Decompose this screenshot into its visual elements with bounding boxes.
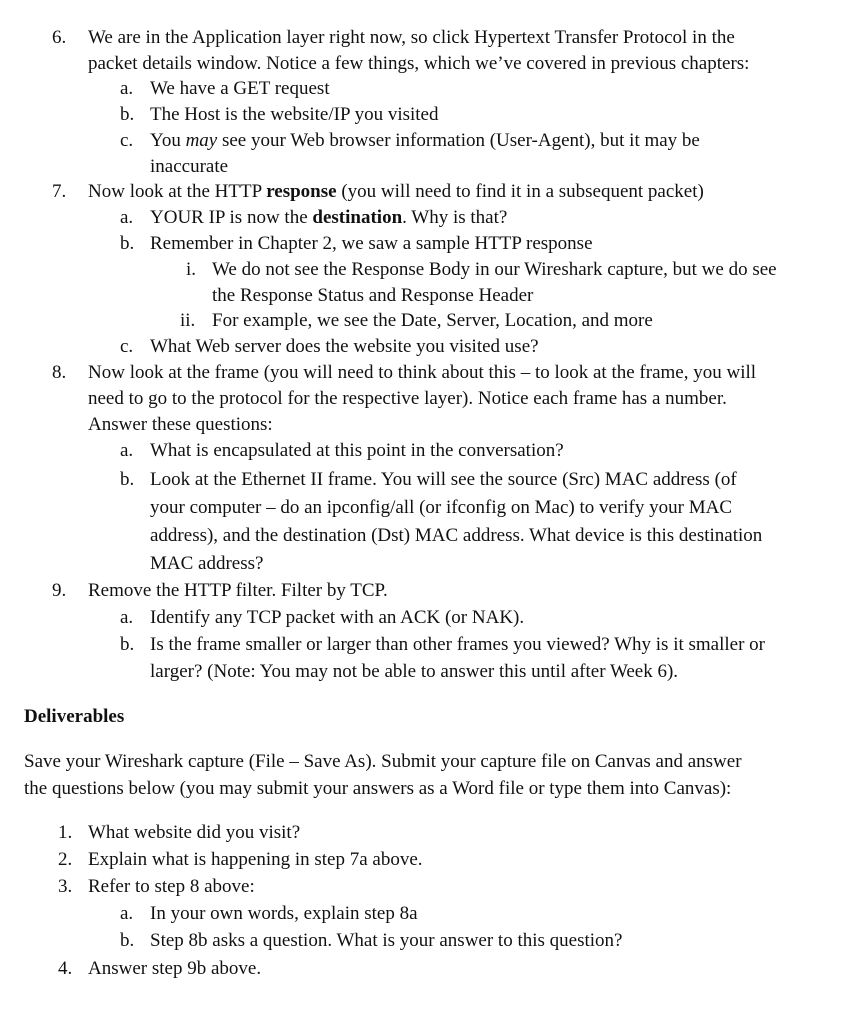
step-6-line-2: packet details window. Notice a few things, which we’ve covered in previous chapters: bbox=[88, 53, 750, 74]
step-7a-line bbox=[150, 207, 507, 229]
question-2-number: 2. bbox=[58, 849, 73, 870]
step-8b-label: b. bbox=[120, 469, 135, 490]
step-6c-line-1 bbox=[150, 130, 700, 152]
step-8b-line-4: MAC address? bbox=[150, 553, 264, 574]
deliverables-heading: Deliverables bbox=[24, 706, 125, 727]
step-6c-label: c. bbox=[120, 130, 134, 151]
step-7-number: 7. bbox=[52, 181, 67, 202]
step-9b-label: b. bbox=[120, 634, 135, 655]
step-6c-pre: You bbox=[150, 130, 186, 151]
step-6c-line-2: inaccurate bbox=[150, 156, 229, 177]
step-6a-text: We have a GET request bbox=[150, 78, 330, 99]
step-7b-i-line-2: the Response Status and Response Header bbox=[212, 285, 534, 306]
step-7-post: (you will need to find it in a subsequent packet) bbox=[336, 181, 704, 202]
step-6-number: 6. bbox=[52, 27, 67, 48]
step-7-pre: Now look at the HTTP bbox=[88, 181, 267, 202]
step-6-line-1: We are in the Application layer right now, so click Hypertext Transfer Protocol in the bbox=[88, 27, 735, 48]
step-6c-post: see your Web browser information (User-Agent), but it may be bbox=[217, 130, 700, 151]
step-9-number: 9. bbox=[52, 580, 67, 601]
step-9a-label: a. bbox=[120, 607, 134, 628]
step-6c-emphasis: may bbox=[185, 130, 218, 151]
step-7b-ii-label: ii. bbox=[180, 310, 196, 331]
question-4-text: Answer step 9b above. bbox=[88, 958, 262, 979]
step-6b-label: b. bbox=[120, 104, 135, 125]
step-7c-text: What Web server does the website you visited use? bbox=[150, 336, 539, 357]
step-7a-post: . Why is that? bbox=[402, 207, 508, 228]
question-3b-text: Step 8b asks a question. What is your answer to this question? bbox=[150, 930, 623, 951]
question-2-text: Explain what is happening in step 7a above. bbox=[88, 849, 423, 870]
step-8a-label: a. bbox=[120, 440, 134, 461]
step-6a-label: a. bbox=[120, 78, 134, 99]
step-6b-text: The Host is the website/IP you visited bbox=[150, 104, 439, 125]
question-3-text: Refer to step 8 above: bbox=[88, 876, 255, 897]
step-9-text: Remove the HTTP filter. Filter by TCP. bbox=[88, 580, 388, 601]
step-7b-i-line-1: We do not see the Response Body in our Wireshark capture, but we do see bbox=[212, 259, 777, 280]
question-3a-text: In your own words, explain step 8a bbox=[150, 903, 418, 924]
step-7b-label: b. bbox=[120, 233, 135, 254]
step-7b-i-label: i. bbox=[186, 259, 197, 280]
step-8b-line-3: address), and the destination (Dst) MAC address. What device is this destination bbox=[150, 525, 763, 546]
question-3b-label: b. bbox=[120, 930, 135, 951]
step-7a-label: a. bbox=[120, 207, 134, 228]
step-8-line-2: need to go to the protocol for the respective layer). Notice each frame has a number. bbox=[88, 388, 727, 409]
step-7b-ii-text: For example, we see the Date, Server, Location, and more bbox=[212, 310, 653, 331]
step-7b-text: Remember in Chapter 2, we saw a sample HTTP response bbox=[150, 233, 593, 254]
step-9a-text: Identify any TCP packet with an ACK (or NAK). bbox=[150, 607, 525, 628]
step-9b-line-2: larger? (Note: You may not be able to answer this until after Week 6). bbox=[150, 661, 679, 682]
step-7a-pre: YOUR IP is now the bbox=[150, 207, 313, 228]
deliverables-intro-line-2: the questions below (you may submit your answers as a Word file or type them into Canvas): bbox=[24, 778, 732, 799]
step-7a-strong: destination bbox=[312, 207, 403, 228]
question-4-number: 4. bbox=[58, 958, 73, 979]
step-8b-line-1: Look at the Ethernet II frame. You will see the source (Src) MAC address (of bbox=[150, 469, 737, 490]
step-7-line bbox=[88, 181, 704, 203]
question-3a-label: a. bbox=[120, 903, 134, 924]
step-8-line-3: Answer these questions: bbox=[88, 414, 273, 435]
step-8b-line-2: your computer – do an ipconfig/all (or ifconfig on Mac) to verify your MAC bbox=[150, 497, 732, 518]
step-7c-label: c. bbox=[120, 336, 134, 357]
deliverables-intro-line-1: Save your Wireshark capture (File – Save As). Submit your capture file on Canvas and answer bbox=[24, 751, 742, 772]
question-1-text: What website did you visit? bbox=[88, 822, 301, 843]
step-7-strong: response bbox=[266, 181, 337, 202]
question-3-number: 3. bbox=[58, 876, 73, 897]
question-1-number: 1. bbox=[58, 822, 73, 843]
step-9b-line-1: Is the frame smaller or larger than other frames you viewed? Why is it smaller or bbox=[150, 634, 766, 655]
step-8-number: 8. bbox=[52, 362, 67, 383]
step-8a-text: What is encapsulated at this point in the conversation? bbox=[150, 440, 564, 461]
step-8-line-1: Now look at the frame (you will need to think about this – to look at the frame, you will bbox=[88, 362, 757, 383]
